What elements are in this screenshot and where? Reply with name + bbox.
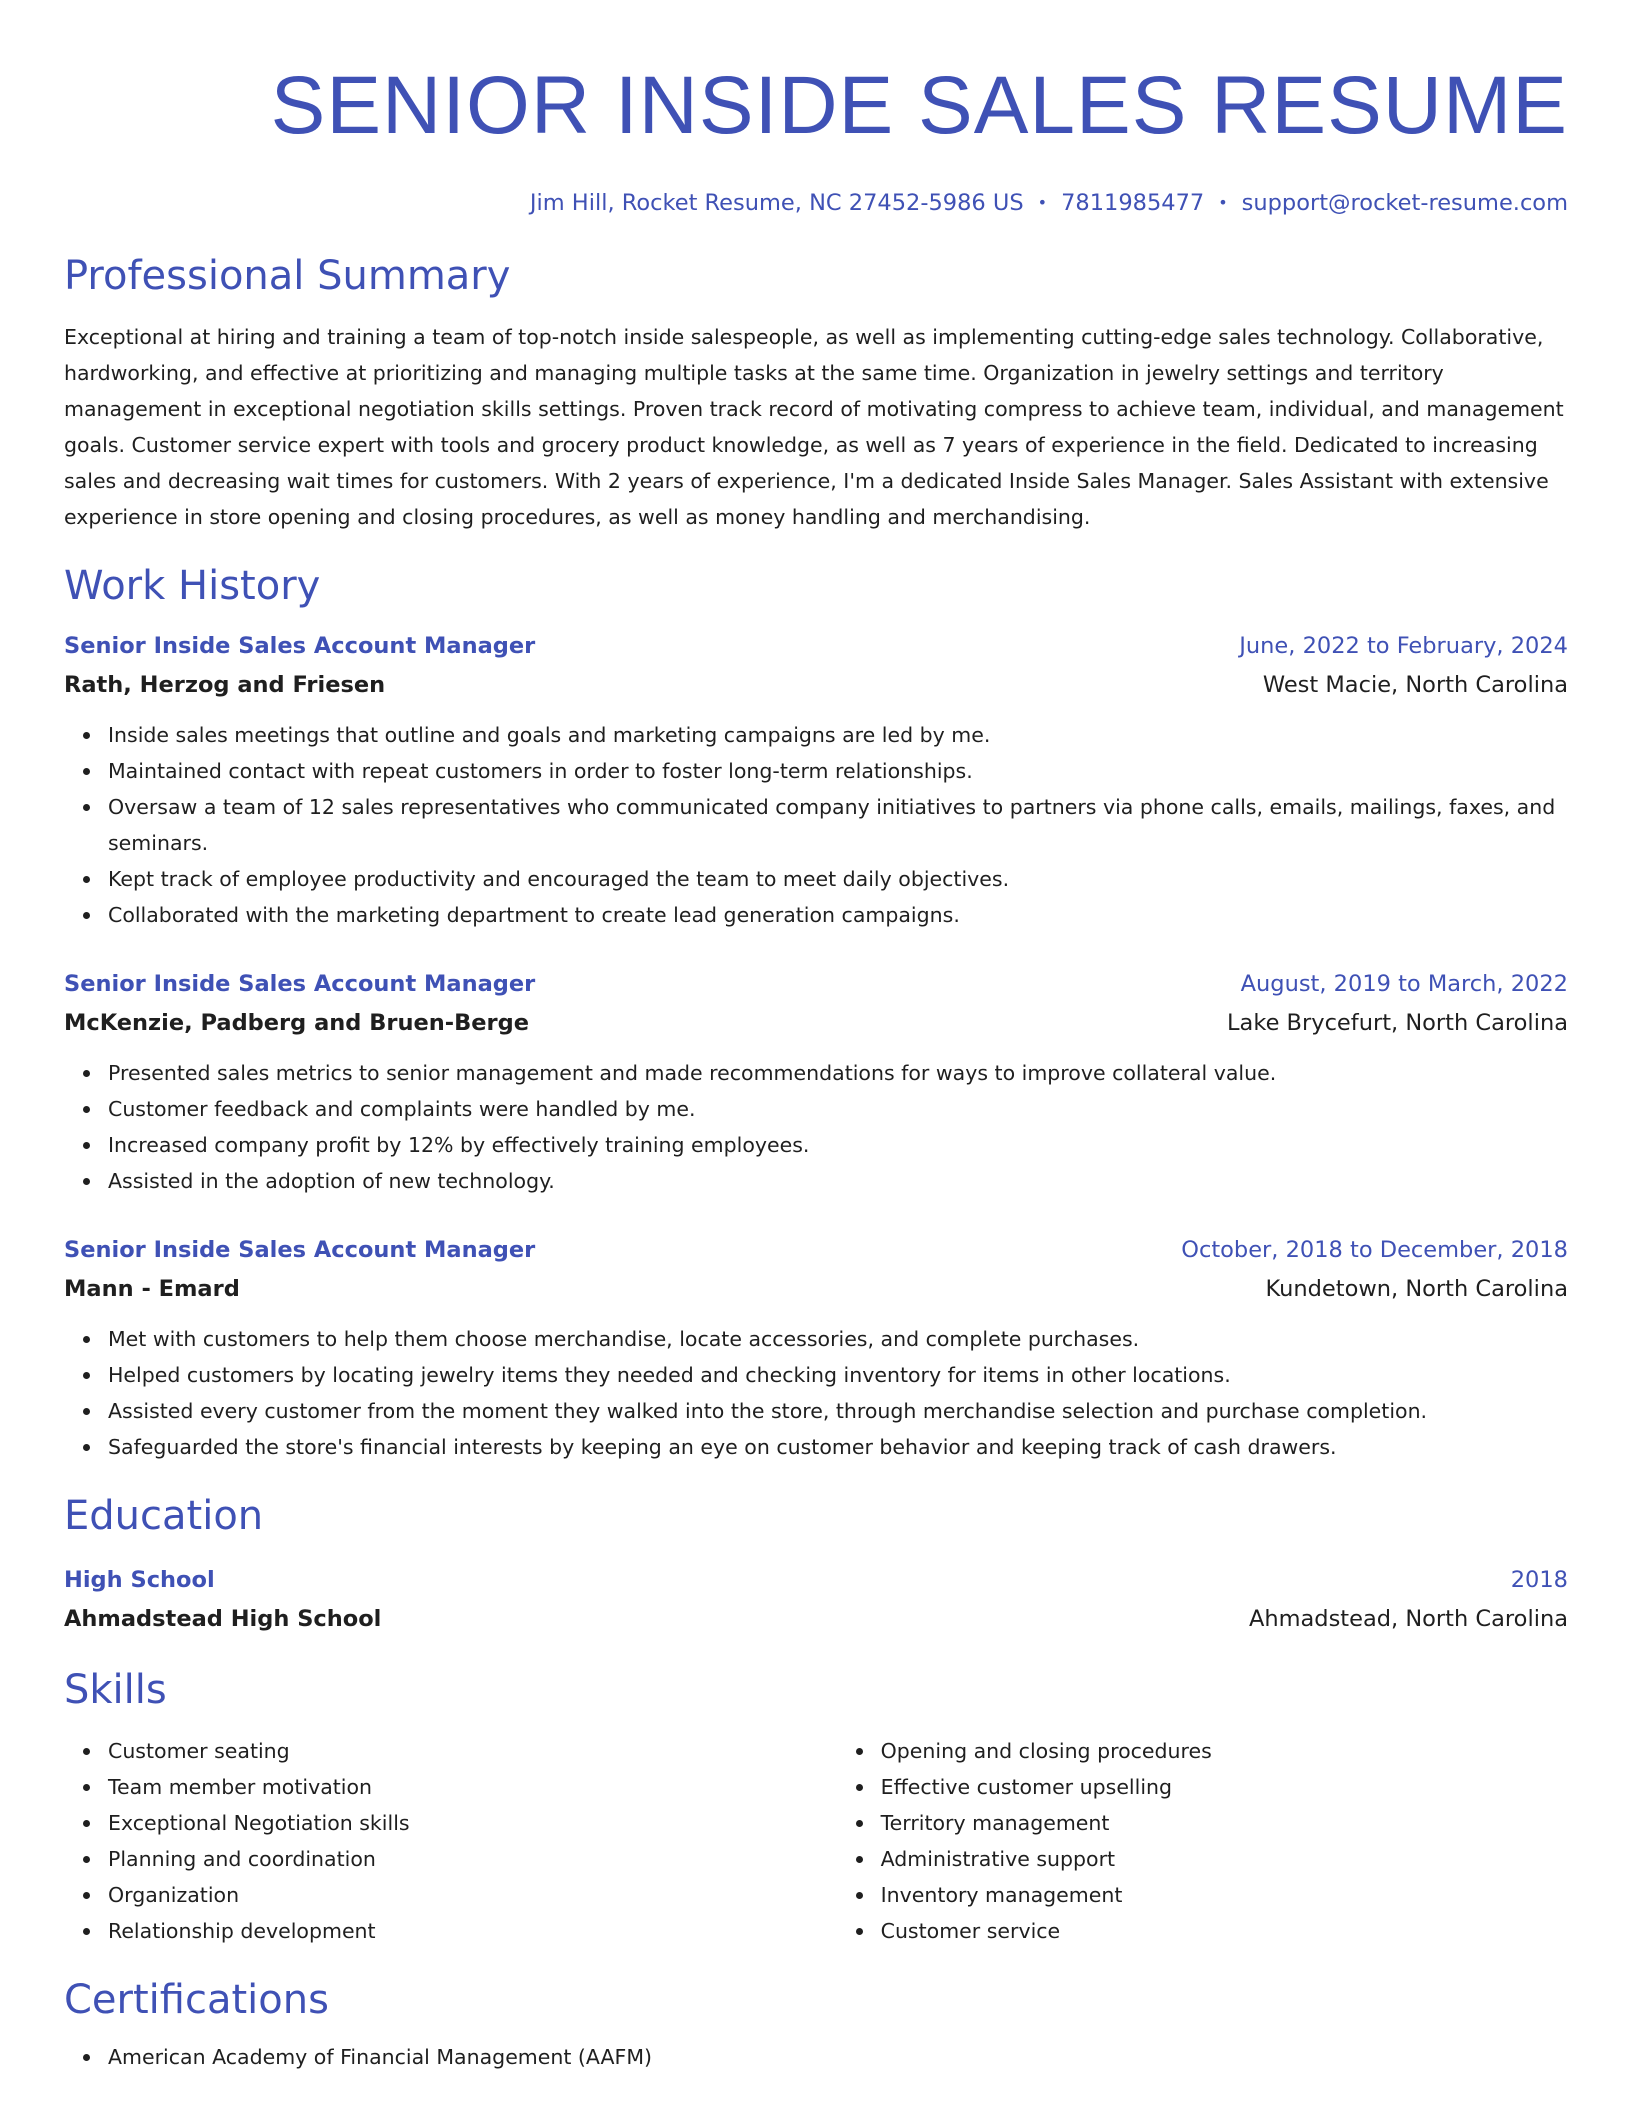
education-school: Ahmadstead High School bbox=[64, 1606, 382, 1632]
job-header-row bbox=[64, 1231, 1568, 1270]
skill-item: Territory management bbox=[881, 1805, 1568, 1841]
job-company-row bbox=[64, 666, 1568, 705]
education-location: Ahmadstead, North Carolina bbox=[1248, 1606, 1568, 1632]
job-bullet: Kept track of employee productivity and encouraged the team to meet daily objectives. bbox=[108, 861, 1568, 897]
job-title: Senior Inside Sales Account Manager bbox=[64, 633, 536, 659]
certifications-list bbox=[64, 2039, 1568, 2075]
job-entry bbox=[64, 1231, 1568, 1465]
education-header-row bbox=[64, 1561, 1568, 1600]
skill-item: Administrative support bbox=[881, 1841, 1568, 1877]
education-section bbox=[64, 1489, 1568, 1639]
job-bullet: Collaborated with the marketing department to create lead generation campaigns. bbox=[108, 897, 1568, 933]
education-degree: High School bbox=[64, 1567, 215, 1593]
education-school-row bbox=[64, 1600, 1568, 1639]
skill-item: Customer service bbox=[881, 1913, 1568, 1949]
summary-text: Exceptional at hiring and training a team of top-notch inside salespeople, as well as implementing cutting-edge sales technology. Collaborative, hardworking, and effective at prioritizing and managing multiple tasks at the same time. Organization in jewelry settings and territory management in exceptional negotiation skills settings. Proven track record of motivating compress to achieve team, individual, and management goals. Customer service expert with tools and grocery product knowledge, as well as 7 years of experience in the field. Dedicated to increasing sales and decreasing wait times for customers. With 2 years of experience, I'm a dedicated Inside Sales Manager. Sales Assistant with extensive experience in store opening and closing procedures, as well as money handling and merchandising. bbox=[64, 325, 1564, 529]
job-bullet: Inside sales meetings that outline and goals and marketing campaigns are led by me. bbox=[108, 717, 1568, 753]
skill-item: Inventory management bbox=[881, 1877, 1568, 1913]
job-bullet: Oversaw a team of 12 sales representatives who communicated company initiatives to partners via phone calls, emails, mailings, faxes, and seminars. bbox=[108, 789, 1568, 861]
skills-list-left bbox=[64, 1733, 837, 1949]
skill-item: Exceptional Negotiation skills bbox=[108, 1805, 837, 1841]
job-header-row bbox=[64, 965, 1568, 1004]
job-location: Kundetown, North Carolina bbox=[1265, 1276, 1568, 1302]
job-bullet: Customer feedback and complaints were handled by me. bbox=[108, 1091, 1568, 1127]
job-location: West Macie, North Carolina bbox=[1262, 672, 1568, 698]
certifications-section bbox=[64, 1973, 1568, 2075]
skills-columns bbox=[64, 1725, 1568, 1949]
job-company: Mann - Emard bbox=[64, 1276, 240, 1302]
contact-email: support@rocket-resume.com bbox=[1241, 190, 1568, 216]
job-title: Senior Inside Sales Account Manager bbox=[64, 1237, 536, 1263]
job-company: McKenzie, Padberg and Bruen-Berge bbox=[64, 1010, 529, 1036]
section-heading-summary: Professional Summary bbox=[64, 253, 511, 299]
skills-section bbox=[64, 1663, 1568, 1949]
contact-separator: • bbox=[1218, 193, 1228, 212]
job-dates: June, 2022 to February, 2024 bbox=[1239, 633, 1568, 659]
job-bullets bbox=[64, 1055, 1568, 1199]
skill-item: Planning and coordination bbox=[108, 1841, 837, 1877]
skill-item: Opening and closing procedures bbox=[881, 1733, 1568, 1769]
education-entry bbox=[64, 1561, 1568, 1639]
skill-item: Customer seating bbox=[108, 1733, 837, 1769]
job-bullet: Safeguarded the store's financial interests by keeping an eye on customer behavior and keeping track of cash drawers. bbox=[108, 1429, 1568, 1465]
section-heading-skills: Skills bbox=[64, 1667, 167, 1713]
skill-item: Relationship development bbox=[108, 1913, 837, 1949]
job-dates: October, 2018 to December, 2018 bbox=[1181, 1237, 1568, 1263]
skills-list-right bbox=[837, 1733, 1568, 1949]
job-bullets bbox=[64, 717, 1568, 933]
section-heading-education: Education bbox=[64, 1493, 264, 1539]
job-company-row bbox=[64, 1004, 1568, 1043]
skill-item: Organization bbox=[108, 1877, 837, 1913]
job-bullet: Presented sales metrics to senior management and made recommendations for ways to improve collateral value. bbox=[108, 1055, 1568, 1091]
contact-phone: 7811985477 bbox=[1061, 190, 1205, 216]
section-heading-work: Work History bbox=[64, 563, 321, 609]
job-bullets bbox=[64, 1321, 1568, 1465]
skill-item: Effective customer upselling bbox=[881, 1769, 1568, 1805]
job-header-row bbox=[64, 627, 1568, 666]
education-year: 2018 bbox=[1510, 1567, 1568, 1593]
job-bullet: Helped customers by locating jewelry items they needed and checking inventory for items in other locations. bbox=[108, 1357, 1568, 1393]
contact-line bbox=[64, 186, 1568, 220]
contact-address: Jim Hill, Rocket Resume, NC 27452-5986 US bbox=[529, 190, 1024, 216]
job-bullet: Assisted in the adoption of new technology. bbox=[108, 1163, 1568, 1199]
job-bullet: Maintained contact with repeat customers in order to foster long-term relationships. bbox=[108, 753, 1568, 789]
job-title: Senior Inside Sales Account Manager bbox=[64, 971, 536, 997]
resume-title: SENIOR INSIDE SALES RESUME bbox=[270, 60, 1568, 151]
section-heading-certifications: Certifications bbox=[64, 1977, 329, 2023]
job-entry bbox=[64, 965, 1568, 1199]
certification-item: American Academy of Financial Management (AAFM) bbox=[108, 2039, 1568, 2075]
job-bullet: Increased company profit by 12% by effectively training employees. bbox=[108, 1127, 1568, 1163]
job-bullet: Met with customers to help them choose merchandise, locate accessories, and complete purchases. bbox=[108, 1321, 1568, 1357]
job-company: Rath, Herzog and Friesen bbox=[64, 672, 386, 698]
job-company-row bbox=[64, 1270, 1568, 1309]
job-dates: August, 2019 to March, 2022 bbox=[1240, 971, 1568, 997]
summary-section bbox=[64, 249, 1568, 535]
skill-item: Team member motivation bbox=[108, 1769, 837, 1805]
resume-header bbox=[64, 48, 1568, 220]
job-entry bbox=[64, 627, 1568, 933]
job-bullet: Assisted every customer from the moment they walked into the store, through merchandise selection and purchase completion. bbox=[108, 1393, 1568, 1429]
work-history-section bbox=[64, 559, 1568, 1465]
job-location: Lake Brycefurt, North Carolina bbox=[1227, 1010, 1568, 1036]
contact-separator: • bbox=[1037, 193, 1048, 212]
